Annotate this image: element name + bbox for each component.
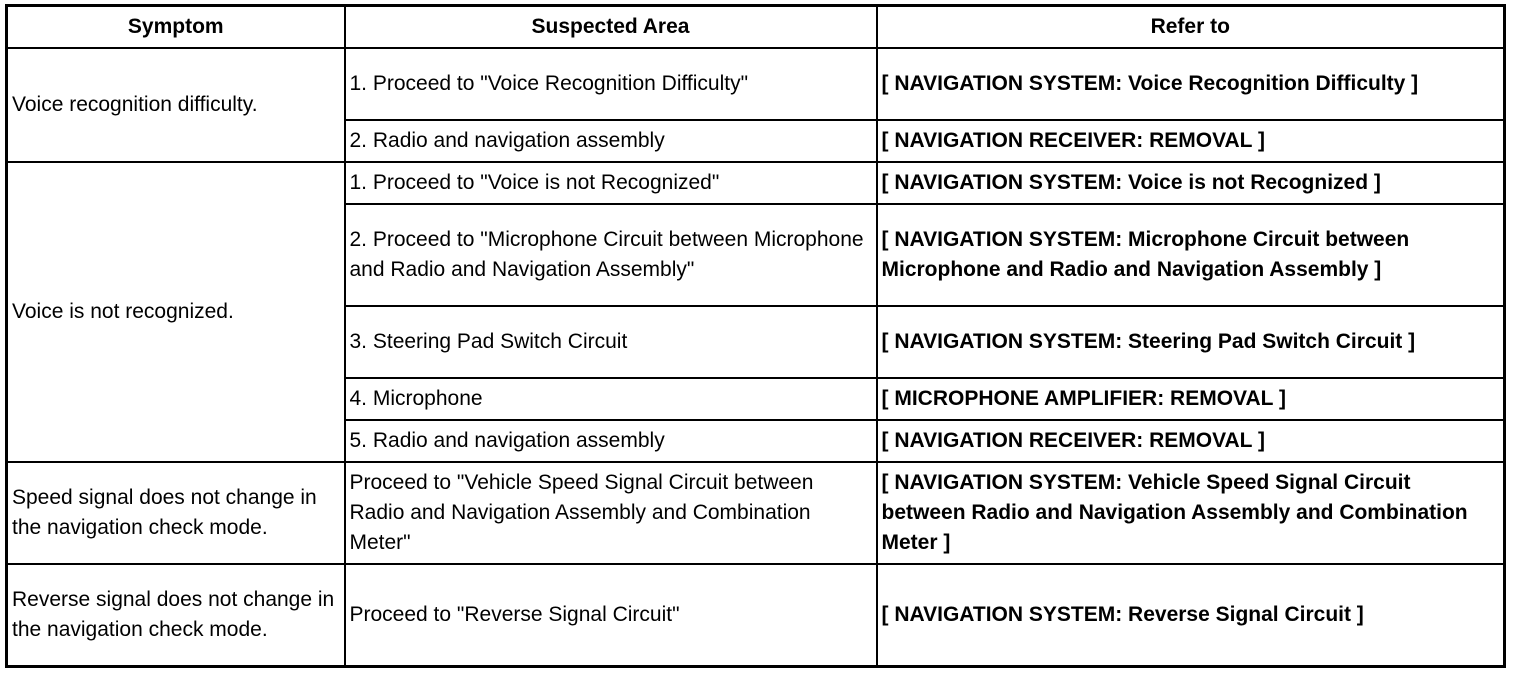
refer-to-link[interactable]: [ NAVIGATION SYSTEM: Voice Recognition Difficulty ] [877,48,1505,120]
diagnosis-table-container [5,4,1506,668]
refer-to-link[interactable]: [ NAVIGATION SYSTEM: Steering Pad Switch Circuit ] [877,306,1505,378]
symptom-cell: Reverse signal does not change in the navigation check mode. [7,564,345,667]
suspected-area-cell: 1. Proceed to "Voice is not Recognized" [345,162,877,204]
refer-to-link[interactable]: [ NAVIGATION SYSTEM: Microphone Circuit between Microphone and Radio and Navigation Assembly ] [877,204,1505,306]
header-symptom: Symptom [7,6,345,49]
table-row [7,162,1505,204]
symptom-table [5,4,1506,668]
refer-to-link[interactable]: [ NAVIGATION RECEIVER: REMOVAL ] [877,420,1505,462]
table-row [7,462,1505,564]
suspected-area-cell: 4. Microphone [345,378,877,420]
refer-to-link[interactable]: [ MICROPHONE AMPLIFIER: REMOVAL ] [877,378,1505,420]
header-refer-to: Refer to [877,6,1505,49]
symptom-cell: Speed signal does not change in the navigation check mode. [7,462,345,564]
refer-to-link[interactable]: [ NAVIGATION SYSTEM: Voice is not Recognized ] [877,162,1505,204]
suspected-area-cell: 5. Radio and navigation assembly [345,420,877,462]
refer-to-link[interactable]: [ NAVIGATION SYSTEM: Vehicle Speed Signal Circuit between Radio and Navigation Assembly and Combination Meter ] [877,462,1505,564]
refer-to-link[interactable]: [ NAVIGATION RECEIVER: REMOVAL ] [877,120,1505,162]
suspected-area-cell: Proceed to "Vehicle Speed Signal Circuit between Radio and Navigation Assembly and Combination Meter" [345,462,877,564]
suspected-area-cell: 3. Steering Pad Switch Circuit [345,306,877,378]
refer-to-link[interactable]: [ NAVIGATION SYSTEM: Reverse Signal Circuit ] [877,564,1505,667]
suspected-area-cell: 2. Radio and navigation assembly [345,120,877,162]
suspected-area-cell: Proceed to "Reverse Signal Circuit" [345,564,877,667]
suspected-area-cell: 1. Proceed to "Voice Recognition Difficulty" [345,48,877,120]
suspected-area-cell: 2. Proceed to "Microphone Circuit between Microphone and Radio and Navigation Assembly" [345,204,877,306]
symptom-cell: Voice recognition difficulty. [7,48,345,162]
header-row [7,6,1505,49]
header-suspected-area: Suspected Area [345,6,877,49]
symptom-cell: Voice is not recognized. [7,162,345,462]
table-row [7,48,1505,120]
table-row [7,564,1505,667]
